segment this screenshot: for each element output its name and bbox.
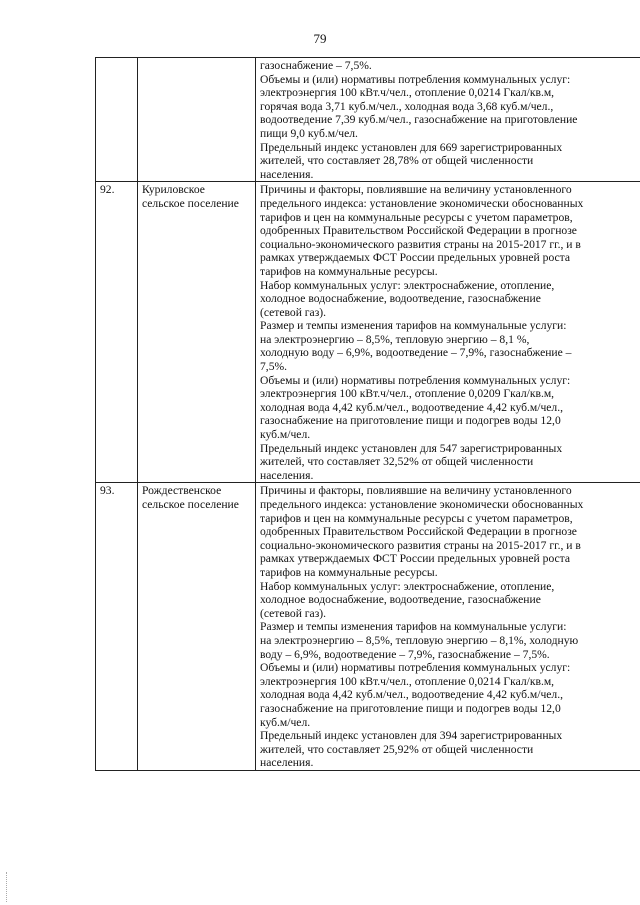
- description-cell: [256, 58, 640, 182]
- description-cell: [256, 483, 640, 770]
- paragraph: Причины и факторы, повлиявшие на величину установленного предельного индекса: установление экономически обоснованных тарифов и цен на коммунальные ресурсы с учетом параметров, одобренных Правительством Российской Федерации в прогнозе социально-экономического развития страны на 2015-2017 гг., и в рамках утверждаемых ФСТ России предельных уровней роста тарифов на коммунальные ресурсы.: [260, 484, 584, 579]
- row-number-cell: [96, 182, 138, 483]
- row-number: 93.: [100, 484, 115, 498]
- settlement-name: Куриловское сельское поселение: [142, 183, 239, 210]
- paragraph: Объемы и (или) нормативы потребления коммунальных услуг: электроэнергия 100 кВт.ч/чел., отопление 0,0209 Гкал/кв.м, холодная вода 4,42 куб.м/чел., водоотведение 4,42 куб.м/чел., газоснабжение на приготовление пищи и подогрев воды 12,0 куб.м/чел.: [260, 373, 571, 442]
- description-cell: [256, 182, 640, 483]
- paragraph: Набор коммунальных услуг: электроснабжение, отопление, холодное водоснабжение, водоотведение, газоснабжение (сетевой газ).: [260, 579, 555, 620]
- paragraph: Размер и темпы изменения тарифов на коммунальные услуги: на электроэнергию – 8,5%, тепловую энергию – 8,1 %, холодную воду – 6,9%, водоотведение – 7,9%, газоснабжение – 7,5%.: [260, 319, 572, 374]
- paragraph: газоснабжение – 7,5%.: [260, 59, 372, 72]
- paragraph: Объемы и (или) нормативы потребления коммунальных услуг: электроэнергия 100 кВт.ч/чел., отопление 0,0214 Гкал/кв.м, горячая вода 3,71 куб.м/чел., холодная вода 3,68 куб.м/чел., водоотведение 7,39 куб.м/чел., газоснабжение на приготовление пищи 9,0 куб.м/чел.: [260, 72, 578, 140]
- paragraph: Предельный индекс установлен для 669 зарегистрированных жителей, что составляет 28,78% от общей численности населения.: [260, 140, 563, 181]
- scan-margin-mark: [6, 872, 8, 902]
- table-row: [96, 182, 640, 483]
- row-number: 92.: [100, 183, 115, 197]
- table-row: [96, 58, 640, 182]
- paragraph: Размер и темпы изменения тарифов на коммунальные услуги: на электроэнергию – 8,5%, тепловую энергию – 8,1%, холодную воду – 6,9%, водоотведение – 7,9%, газоснабжение – 7,5%.: [260, 620, 579, 661]
- paragraph: Объемы и (или) нормативы потребления коммунальных услуг: электроэнергия 100 кВт.ч/чел., отопление 0,0214 Гкал/кв.м, холодная вода 4,42 куб.м/чел., водоотведение 4,42 куб.м/чел., газоснабжение на приготовление пищи и подогрев воды 12,0 куб.м/чел.: [260, 661, 571, 729]
- paragraph: Причины и факторы, повлиявшие на величину установленного предельного индекса: установление экономически обоснованных тарифов и цен на коммунальные ресурсы с учетом параметров, одобренных Правительством Российской Федерации в прогнозе социально-экономического развития страны на 2015-2017 гг., и в рамках утверждаемых ФСТ России предельных уровней роста тарифов на коммунальные ресурсы.: [260, 183, 584, 278]
- row-number-cell: [96, 483, 138, 770]
- settlement-name-cell: [138, 483, 256, 770]
- indices-table: [95, 57, 640, 771]
- settlement-name: Рождественское сельское поселение: [142, 484, 239, 511]
- settlement-name-cell: [138, 58, 256, 182]
- page-number: 79: [313, 31, 327, 46]
- settlement-name-cell: [138, 182, 256, 483]
- paragraph: Предельный индекс установлен для 394 зарегистрированных жителей, что составляет 25,92% от общей численности населения.: [260, 729, 563, 770]
- paragraph: Набор коммунальных услуг: электроснабжение, отопление, холодное водоснабжение, водоотведение, газоснабжение (сетевой газ).: [260, 278, 555, 319]
- row-number-cell: [96, 58, 138, 182]
- table-row: [96, 483, 640, 770]
- paragraph: Предельный индекс установлен для 547 зарегистрированных жителей, что составляет 32,52% от общей численности населения.: [260, 441, 563, 482]
